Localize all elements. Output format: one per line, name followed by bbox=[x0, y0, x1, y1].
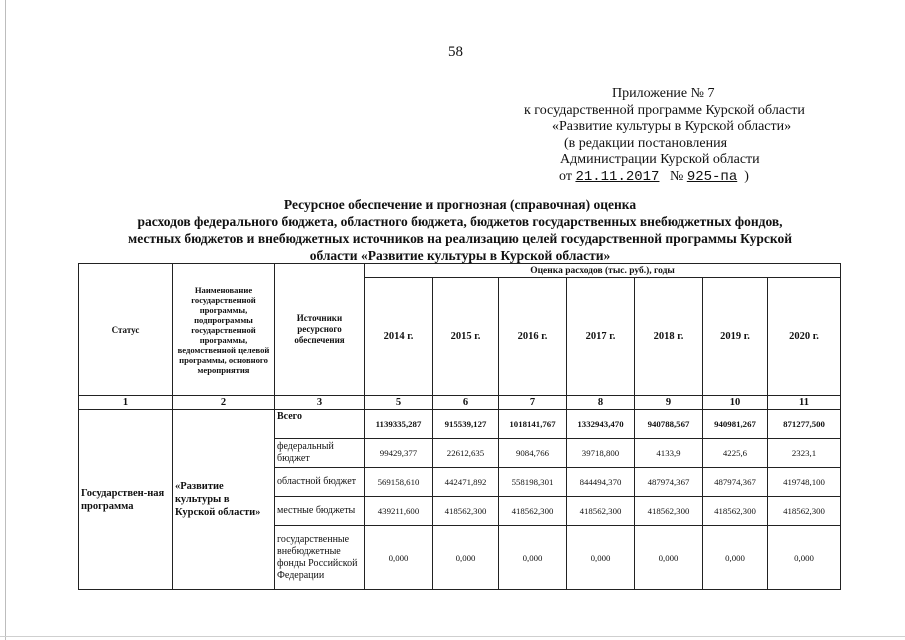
value-cell: 1018141,767 bbox=[499, 410, 567, 439]
appendix-line-2: к государственной программе Курской области bbox=[524, 102, 805, 118]
value-cell: 487974,367 bbox=[703, 468, 768, 497]
resource-table bbox=[78, 263, 841, 590]
appendix-block bbox=[500, 86, 840, 185]
column-number: 2 bbox=[173, 396, 275, 410]
table-row bbox=[79, 410, 841, 439]
appendix-line-5: Администрации Курской области bbox=[560, 152, 760, 167]
header-estimate: Оценка расходов (тыс. руб.), годы bbox=[365, 264, 841, 278]
value-cell: 4225,6 bbox=[703, 439, 768, 468]
value-cell: 844494,370 bbox=[567, 468, 635, 497]
value-cell: 0,000 bbox=[567, 526, 635, 590]
value-cell: 99429,377 bbox=[365, 439, 433, 468]
header-name: Наименование государственной программы, подпрограммы государственной программы, ведомственной целевой программы, основного мероприятия bbox=[173, 264, 275, 396]
source-cell: федеральный бюджет bbox=[275, 439, 365, 468]
program-name-cell: «Развитие культуры в Курской области» bbox=[173, 410, 275, 590]
number-prefix: № bbox=[669, 168, 684, 184]
value-cell: 940981,267 bbox=[703, 410, 768, 439]
value-cell: 871277,500 bbox=[768, 410, 841, 439]
header-year: 2014 г. bbox=[365, 278, 433, 396]
title-line-1: Ресурсное обеспечение и прогнозная (справочная) оценка bbox=[283, 197, 637, 212]
value-cell: 1332943,470 bbox=[567, 410, 635, 439]
column-number: 3 bbox=[275, 396, 365, 410]
appendix-line-4: (в редакции постановления bbox=[564, 135, 728, 151]
page-number: 58 bbox=[448, 44, 463, 60]
date-prefix: от bbox=[559, 168, 572, 184]
value-cell: 558198,301 bbox=[499, 468, 567, 497]
source-cell: местные бюджеты bbox=[275, 497, 365, 526]
header-year: 2015 г. bbox=[433, 278, 499, 396]
value-cell: 419748,100 bbox=[768, 468, 841, 497]
value-cell: 487974,367 bbox=[635, 468, 703, 497]
header-sources: Источники ресурсного обеспечения bbox=[275, 264, 365, 396]
source-cell: Всего bbox=[275, 410, 365, 439]
header-status: Статус bbox=[79, 264, 173, 396]
appendix-line-3: «Развитие культуры в Курской области» bbox=[552, 119, 792, 134]
column-number: 10 bbox=[703, 396, 768, 410]
header-year: 2017 г. bbox=[567, 278, 635, 396]
title-line-3: местных бюджетов и внебюджетных источников на реализацию целей государственной программы Курской bbox=[128, 231, 792, 246]
column-number: 8 bbox=[567, 396, 635, 410]
title-line-4: области «Развитие культуры в Курской области» bbox=[309, 248, 611, 263]
value-cell: 9084,766 bbox=[499, 439, 567, 468]
appendix-line-1: Приложение № 7 bbox=[612, 86, 715, 101]
column-number: 9 bbox=[635, 396, 703, 410]
title-line-2: расходов федерального бюджета, областного бюджета, бюджетов государственных внебюджетных фондов, bbox=[137, 214, 783, 229]
value-cell: 418562,300 bbox=[703, 497, 768, 526]
header-year: 2019 г. bbox=[703, 278, 768, 396]
decree-date: 21.11.2017 bbox=[575, 168, 660, 185]
column-number: 7 bbox=[499, 396, 567, 410]
column-number: 11 bbox=[768, 396, 841, 410]
value-cell: 439211,600 bbox=[365, 497, 433, 526]
header-year: 2018 г. bbox=[635, 278, 703, 396]
value-cell: 418562,300 bbox=[768, 497, 841, 526]
status-cell: Государствен-ная программа bbox=[79, 410, 173, 590]
appendix-date-line bbox=[559, 169, 840, 186]
value-cell: 4133,9 bbox=[635, 439, 703, 468]
header-year: 2016 г. bbox=[499, 278, 567, 396]
value-cell: 442471,892 bbox=[433, 468, 499, 497]
source-cell: областной бюджет bbox=[275, 468, 365, 497]
value-cell: 0,000 bbox=[365, 526, 433, 590]
document-title bbox=[80, 196, 840, 264]
page-bottom-edge bbox=[0, 636, 905, 637]
value-cell: 0,000 bbox=[433, 526, 499, 590]
source-cell: государственные внебюджетные фонды Российской Федерации bbox=[275, 526, 365, 590]
value-cell: 39718,800 bbox=[567, 439, 635, 468]
closing-paren: ) bbox=[744, 168, 749, 184]
value-cell: 418562,300 bbox=[433, 497, 499, 526]
value-cell: 569158,610 bbox=[365, 468, 433, 497]
value-cell: 418562,300 bbox=[635, 497, 703, 526]
value-cell: 0,000 bbox=[499, 526, 567, 590]
value-cell: 915539,127 bbox=[433, 410, 499, 439]
column-number: 1 bbox=[79, 396, 173, 410]
value-cell: 418562,300 bbox=[499, 497, 567, 526]
page-left-edge bbox=[5, 0, 6, 640]
column-number: 6 bbox=[433, 396, 499, 410]
value-cell: 940788,567 bbox=[635, 410, 703, 439]
value-cell: 1139335,287 bbox=[365, 410, 433, 439]
value-cell: 418562,300 bbox=[567, 497, 635, 526]
value-cell: 0,000 bbox=[768, 526, 841, 590]
value-cell: 0,000 bbox=[703, 526, 768, 590]
header-year: 2020 г. bbox=[768, 278, 841, 396]
column-number: 5 bbox=[365, 396, 433, 410]
value-cell: 2323,1 bbox=[768, 439, 841, 468]
value-cell: 0,000 bbox=[635, 526, 703, 590]
value-cell: 22612,635 bbox=[433, 439, 499, 468]
decree-number: 925-па bbox=[686, 168, 738, 185]
